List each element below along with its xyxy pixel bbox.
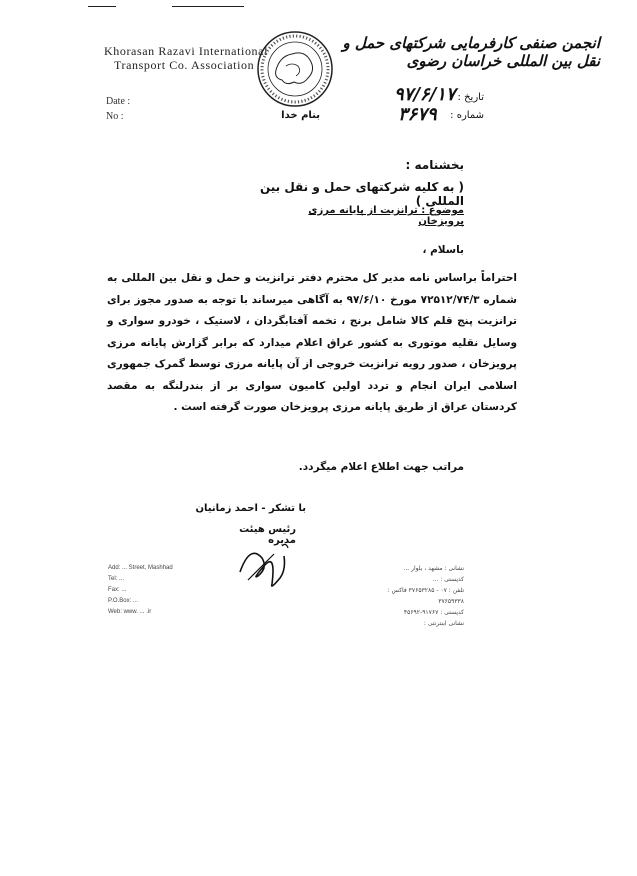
signer-title: رئیس هیئت مدیره (239, 524, 296, 546)
basmala: بنام خدا (281, 110, 320, 121)
org-name-en-line1: Khorasan Razavi International (104, 44, 269, 58)
footer-address-fa (366, 563, 464, 629)
footer-en-line5: Web: www. ... .ir (108, 609, 152, 615)
footer-fa-line5: نشانی اینترنتی : (423, 620, 464, 627)
footer-en-line4: P.O.Box: ... (108, 598, 138, 604)
date-label-en: Date : (106, 96, 131, 107)
subject-line: موضوع : ترانزیت از پایانه مرزی پرویزخان (308, 205, 464, 227)
footer-address-en (108, 563, 248, 618)
footer-fa-line1: نشانی : مشهد ، بلوار ... (403, 565, 464, 572)
scan-mark-left (88, 6, 116, 7)
date-value: ۹۷/۶/۱۷ (394, 84, 456, 105)
closing-line: مراتب جهت اطلاع اعلام میگردد. (298, 461, 464, 473)
circular-heading: بخشنامه : (405, 158, 464, 172)
number-label-fa: شماره : (450, 110, 484, 121)
seal-logo (256, 30, 334, 108)
greeting: باسلام ، (422, 244, 464, 256)
footer-fa-line3: تلفن : ۰۷ - ۳۷۶۵۳۲۸۵ فاکس : ۳۷۶۵۹۳۳۸ (387, 587, 464, 605)
recipient-line: ( به کلیه شرکتهای حمل و نقل بین المللی ) (259, 180, 464, 208)
scan-mark-right (172, 6, 244, 7)
number-value: ۳۶۷۹ (398, 104, 437, 125)
footer-en-line2: Tel: ... (108, 576, 125, 582)
thanks-line: با تشکر - احمد زمانیان (195, 503, 306, 514)
date-label-fa: تاریخ : (457, 92, 484, 103)
org-name-fa: انجمن صنفی کارفرمایی شرکتهای حمل و نقل بین المللی خراسان رضوی (342, 34, 600, 70)
letter-body: احتراماً براساس نامه مدیر کل محترم دفتر ترانزیت و حمل و نقل بین المللی به شماره ۷۲۵۱۲/۷۴/۳ مورخ ۹۷/۶/۱۰ به آگاهی میرساند با توجه به صدور مجوز برای ترانزیت پنج قلم کالا شامل برنج ، تخمه آفتابگردان ، لاستیک ، خودرو سواری و وسایل نقلیه موتوری به کشور عراق اعلام میدارد که برابر گزارش پایانه مرزی پرویزخان ، صدور رویه ترانزیت خروجی از آن پایانه مرزی توسط گمرک جمهوری اسلامی ایران انجام و تردد اولین کامیون سواری بر از بندرلنگه به مقصد کردستان عراق از طریق پایانه مرزی پرویزخان صورت گرفته است . (107, 272, 517, 413)
footer-en-line1: Add: ... Street, Mashhad (108, 565, 173, 571)
org-name-en-line2: Transport Co. Association (114, 58, 255, 72)
footer-fa-line2: کدپستی : ... (432, 576, 464, 583)
no-label-en: No : (106, 111, 124, 122)
org-name-en (104, 44, 268, 72)
footer-fa-line4: کدپستی : ۹۱۷۶۷-۴۵۶۹۲ (403, 609, 464, 616)
footer-en-line3: Fax: ... (108, 587, 127, 593)
